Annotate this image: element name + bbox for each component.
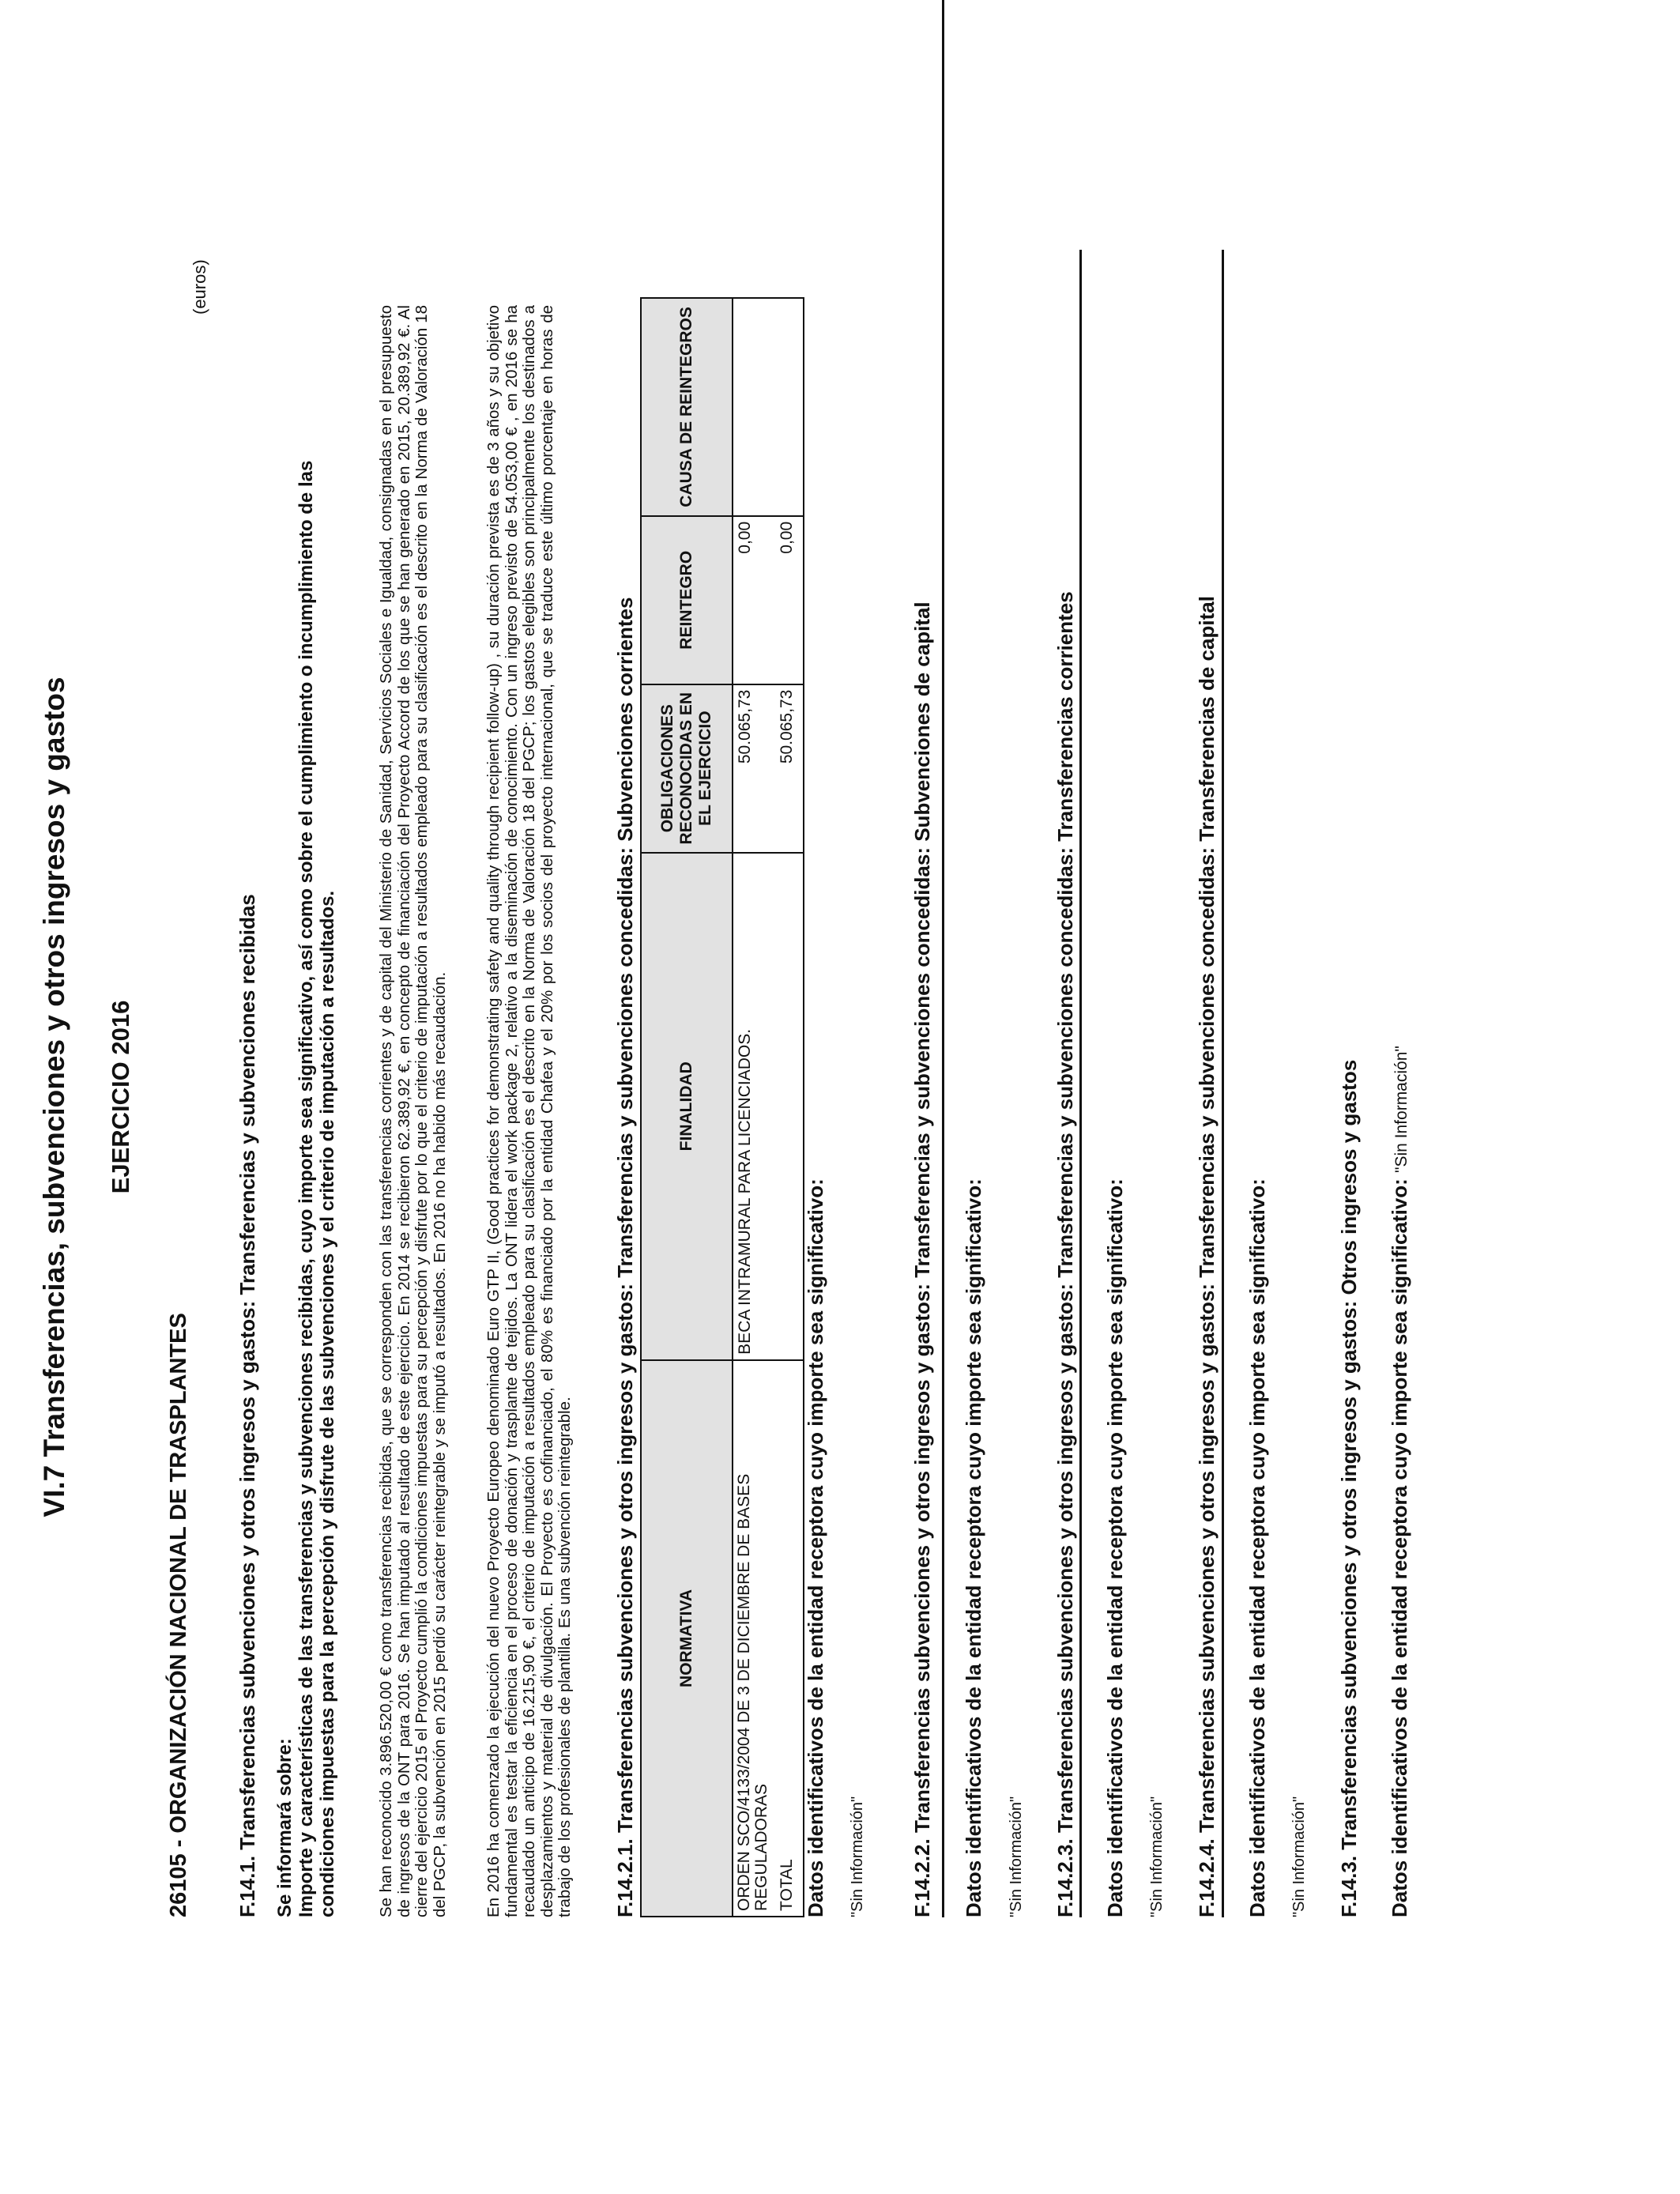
cell-normativa: ORDEN SCO/4133/2004 DE 3 DE DICIEMBRE DE BASES REGULADORAS bbox=[733, 1360, 775, 1917]
section-f1422-heading: F.14.2.2. Transferencias subvenciones y otros ingresos y gastos: Transferencias y subvenciones concedidas: Subvenciones de capital bbox=[910, 601, 934, 1917]
table-row bbox=[733, 298, 775, 1917]
table-row-total bbox=[775, 298, 804, 1917]
section-f143-heading: F.14.3. Transferencias subvenciones y otros ingresos y gastos: Otros ingresos y gastos bbox=[1337, 1059, 1361, 1917]
f1424-sin-informacion: "Sin Información" bbox=[1290, 1796, 1308, 1917]
f1422-datos-label: Datos identificativos de la entidad receptora cuyo importe sea significativo: bbox=[962, 1178, 985, 1917]
paragraph-proyecto-euro-gtp: En 2016 ha comenzado la ejecución del nuevo Proyecto Europeo denominado Euro GTP II, (Good practices for demonstrating safety and quality through recipient follow-up) , su duración prevista es de 3 años y su objetivo fundamental es testar la eficiencia en el proceso de donación y trasplante de tejidos. La ONT lidera el work package 2, relativo a la diseminación de conocimiento. Con un ingreso previsto de 54.053,00 € , en 2016 se ha recaudado un anticipo de 16.215,90 €, el criterio de imputación a resultados empleado para su clasificación es el descrito en la Norma de Valoración 18 del PGCP; los gastos elegibles son principalmente los destinados a desplazamientos y material de divulgación. El Proyecto es cofinanciado, el 80% es financiado por la entidad Chafea y el 20% por los socios del proyecto internacional, que se traduce este último porcentaje en horas de trabajo de los profesionales de plantilla. Es una subvención reintegrable. bbox=[484, 305, 574, 1917]
cell-total-reintegro: 0,00 bbox=[775, 516, 804, 684]
divider-f1422 bbox=[942, 0, 944, 1917]
subvenciones-corrientes-table bbox=[640, 297, 804, 1917]
divider-f1423 bbox=[1079, 250, 1082, 1917]
f143-datos-text: Datos identificativos de la entidad receptora cuyo importe sea significativo: bbox=[1388, 1172, 1411, 1917]
section-f1421-heading: F.14.2.1. Transferencias subvenciones y otros ingresos y gastos: Transferencias y subvenciones concedidas: Subvenciones corrientes bbox=[613, 597, 637, 1917]
importe-line-1: Importe y características de las transferencias y subvenciones recibidas, cuyo importe sea significativo, así como sobre el cumplimiento o incumplimiento de las bbox=[296, 460, 317, 1917]
header-reintegro: REINTEGRO bbox=[641, 516, 733, 684]
header-finalidad: FINALIDAD bbox=[641, 853, 733, 1360]
f143-datos-label bbox=[1388, 1046, 1412, 1917]
cell-total-finalidad bbox=[775, 853, 804, 1360]
f1422-sin-informacion: "Sin Información" bbox=[1008, 1796, 1025, 1917]
f1421-sin-informacion: "Sin Información" bbox=[849, 1796, 866, 1917]
organization-name: 26105 - ORGANIZACIÓN NACIONAL DE TRASPLANTES bbox=[166, 1313, 191, 1917]
cell-causa bbox=[733, 298, 775, 516]
f143-sin-informacion: "Sin Información" bbox=[1392, 1046, 1411, 1173]
section-f141-heading: F.14.1. Transferencias subvenciones y otros ingresos y gastos: Transferencias y subvenciones recibidas bbox=[235, 894, 259, 1917]
header-obligaciones: OBLIGACIONES RECONOCIDAS EN EL EJERCICIO bbox=[641, 684, 733, 853]
header-causa-reintegros: CAUSA DE REINTEGROS bbox=[641, 298, 733, 516]
f1423-datos-label: Datos identificativos de la entidad receptora cuyo importe sea significativo: bbox=[1103, 1178, 1127, 1917]
section-f1424-heading: F.14.2.4. Transferencias subvenciones y otros ingresos y gastos: Transferencias y subvenciones concedidas: Transferencias de capital bbox=[1195, 596, 1219, 1917]
cell-total-label: TOTAL bbox=[775, 1360, 804, 1917]
cell-total-causa bbox=[775, 298, 804, 516]
f1423-sin-informacion: "Sin Información" bbox=[1148, 1796, 1166, 1917]
informara-label: Se informará sobre: bbox=[274, 1738, 296, 1917]
divider-f1424 bbox=[1222, 250, 1224, 1917]
paragraph-transferencias-recibidas: Se han reconocido 3.896.520,00 € como transferencias recibidas, que se corresponden con las transferencias corrientes y de capital del Ministerio de Sanidad, Servicios Sociales e Igualdad, consignadas en el presupuesto de ingresos de la ONT para 2016. Se han imputado al resultado de este ejercicio. En 2014 se recibieron 62.389,92 €, en concepto de financiación del Proyecto Accord de los que se han generado en 2015, 20.389,92 €. Al cierre del ejercicio 2015 el Proyecto cumplió la condiciones impuestas para su percepción y disfrute por lo que el criterio de imputación a resultados empleado para su clasificación es el descrito en la Norma de Valoración 18 del PGCP, la subvención en 2015 perdió su carácter reintegrable y se imputó a resultados. En 2016 no ha habido más recaudación. bbox=[377, 305, 449, 1917]
cell-reintegro: 0,00 bbox=[733, 516, 775, 684]
units-label: (euros) bbox=[190, 259, 209, 315]
f1424-datos-label: Datos identificativos de la entidad receptora cuyo importe sea significativo: bbox=[1245, 1178, 1269, 1917]
cell-obligaciones: 50.065,73 bbox=[733, 684, 775, 853]
cell-finalidad: BECA INTRAMURAL PARA LICENCIADOS. bbox=[733, 853, 775, 1360]
cell-total-obligaciones: 50.065,73 bbox=[775, 684, 804, 853]
f1421-datos-label: Datos identificativos de la entidad receptora cuyo importe sea significativo: bbox=[804, 1178, 827, 1917]
page-title: VI.7 Transferencias, subvenciones y otros ingresos y gastos bbox=[38, 677, 70, 1517]
section-f1423-heading: F.14.2.3. Transferencias subvenciones y otros ingresos y gastos: Transferencias y subvenciones concedidas: Transferencias corrientes bbox=[1053, 591, 1077, 1917]
importe-line-2: condiciones impuestas para la percepción y disfrute de las subvenciones y el criterio de imputación a resultados. bbox=[317, 890, 338, 1917]
ejercicio-label: EJERCICIO 2016 bbox=[107, 1000, 134, 1194]
header-normativa: NORMATIVA bbox=[641, 1360, 733, 1917]
